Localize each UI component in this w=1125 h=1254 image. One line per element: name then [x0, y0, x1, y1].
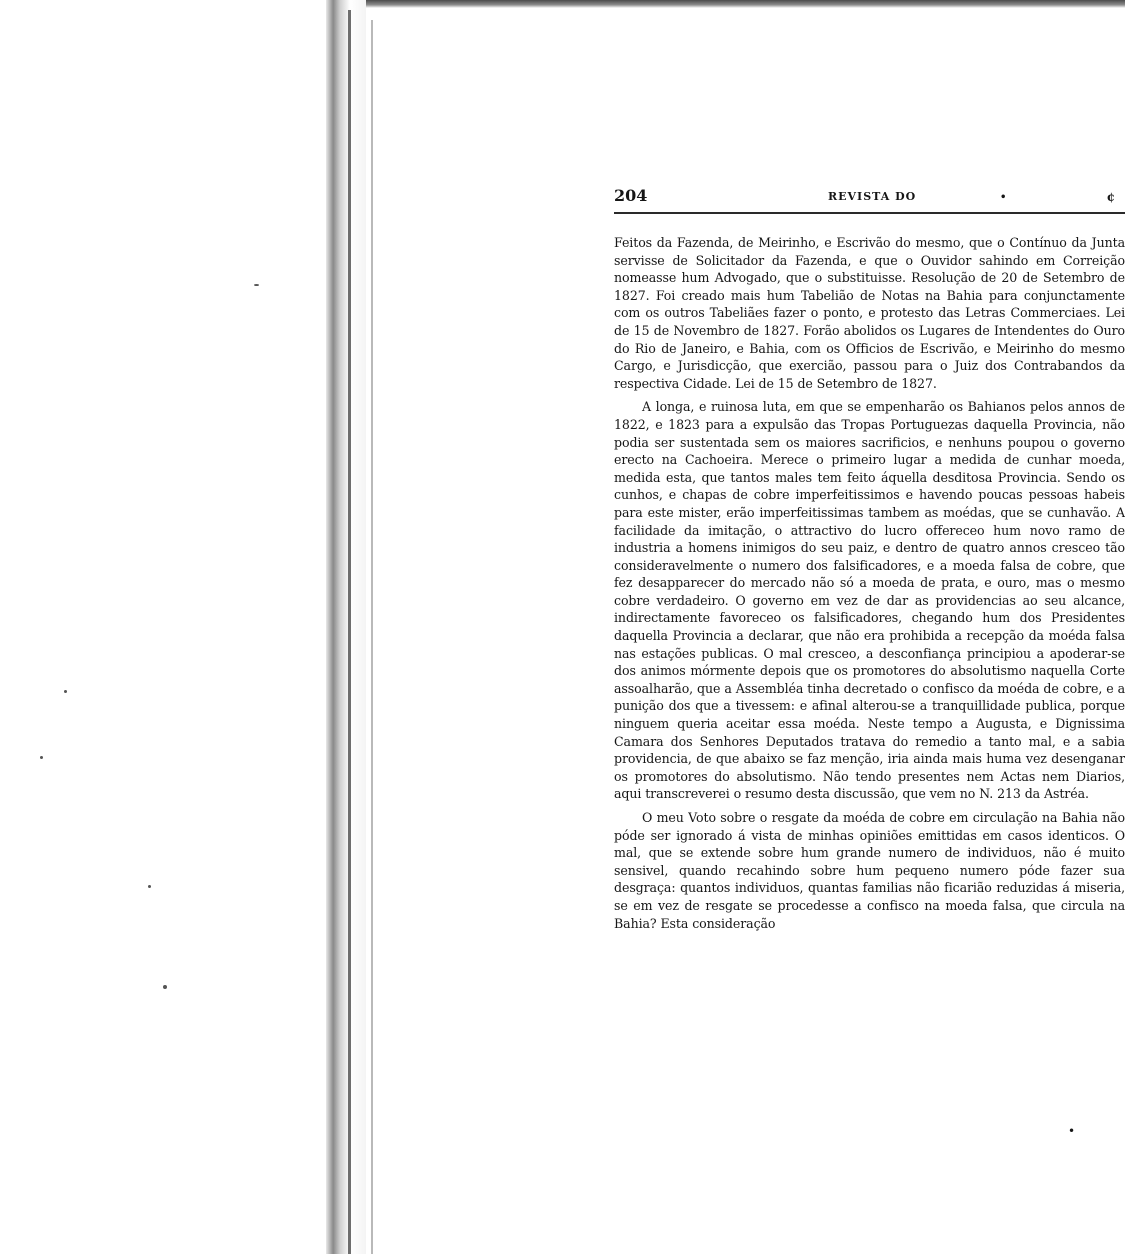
header-mark: •	[1000, 192, 1007, 203]
body-text	[614, 234, 1125, 932]
scan-speck	[254, 284, 259, 286]
book-page	[614, 186, 1125, 932]
page-top-edge	[330, 0, 1125, 8]
paragraph: Feitos da Fazenda, de Meirinho, e Escrivão do mesmo, que o Contínuo da Junta servisse de Solicitador da Fazenda, e que o Ouvidor sahindo em Correição nomeasse hum Advogado, que o substituisse. Resolução de 20 de Setembro de 1827. Foi creado mais hum Tabelião de Notas na Bahia para conjunctamente com os outros Tabeliães fazer o ponto, e protesto das Letras Commerciaes. Lei de 15 de Novembro de 1827. Forão abolidos os Lugares de Intendentes do Ouro do Rio de Janeiro, e Bahia, com os Officios de Escrivão, e Meirinho do mesmo Cargo, e Jurisdicção, que exercião, passou para o Juiz dos Contrabandos da respectiva Cidade. Lei de 15 de Setembro de 1827.	[614, 235, 1125, 391]
book-spine-line	[348, 10, 351, 1254]
scan-speck	[163, 985, 167, 989]
paragraph: A longa, e ruinosa luta, em que se empenharão os Bahianos pelos annos de 1822, e 1823 para a expulsão das Tropas Portuguezas daquella Provincia, não podia ser sustentada sem os maiores sacrificios, e nenhuns poupou o governo erecto na Cachoeira. Merece o primeiro lugar a medida de cunhar moeda, medida esta, que tantos males tem feito áquella desditosa Provincia. Sendo os cunhos, e chapas de cobre imperfeitissimos e havendo poucas pessoas habeis para este mister, erão imperfeitissimas tambem as moédas, que se cunhavão. A facilidade da imitação, o attractivo do lucro offereceo hum novo ramo de industria a homens inimigos do seu paiz, e dentro de quatro annos cresceo tão consideravelmente o numero dos falsificadores, e a moeda falsa de cobre, que fez desapparecer do mercado não só a moeda de prata, e ouro, mas o mesmo cobre verdadeiro. O governo em vez de dar as providencias ao seu alcance, indirectamente favoreceo os falsificadores, chegando hum dos Presidentes daquella Provincia a declarar, que não era prohibida a recepção da moéda falsa nas estações publicas. O mal cresceo, a desconfiança principiou a apoderar-se dos animos mórmente depois que os promotores do absolutismo naquella Corte assoalharão, que a Assembléa tinha decretado o confisco da moéda de cobre, e a punição dos que a tivessem: e afinal alterou-se a tranquillidade publica, porque ninguem queria aceitar essa moéda. Neste tempo a Augusta, e Dignissima Camara dos Senhores Deputados tratava do remedio a tanto mal, e a sabia providencia, de que abaixo se faz menção, iria ainda mais huma vez desenganar os promotores do absolutismo. Não tendo presentes nem Actas nem Diarios, aqui transcreverei o resumo desta discussão, que vem no N. 213 da Astréa.	[614, 399, 1125, 802]
running-head	[614, 186, 1125, 214]
scan-speck: •	[1068, 1124, 1076, 1138]
book-gutter-shadow	[326, 0, 366, 1254]
scan-speck	[148, 885, 151, 888]
journal-title: REVISTA DO	[828, 190, 917, 203]
header-mark: ¢	[1106, 190, 1115, 204]
scan-speck	[64, 690, 67, 693]
book-spine-line-secondary	[371, 20, 373, 1254]
page-number: 204	[614, 186, 648, 205]
paragraph: O meu Voto sobre o resgate da moéda de cobre em circulação na Bahia não póde ser ignorado á vista de minhas opiniões emittidas em casos identicos. O mal, que se extende sobre hum grande numero de individuos, não é muito sensivel, quando recahindo sobre hum pequeno numero póde fazer sua desgraça: quantos individuos, quantas familias não ficarião reduzidas á miseria, se em vez de resgate se procedesse a confisco na moeda falsa, que circula na Bahia? Esta consideração	[614, 810, 1125, 931]
scan-speck	[40, 756, 43, 759]
